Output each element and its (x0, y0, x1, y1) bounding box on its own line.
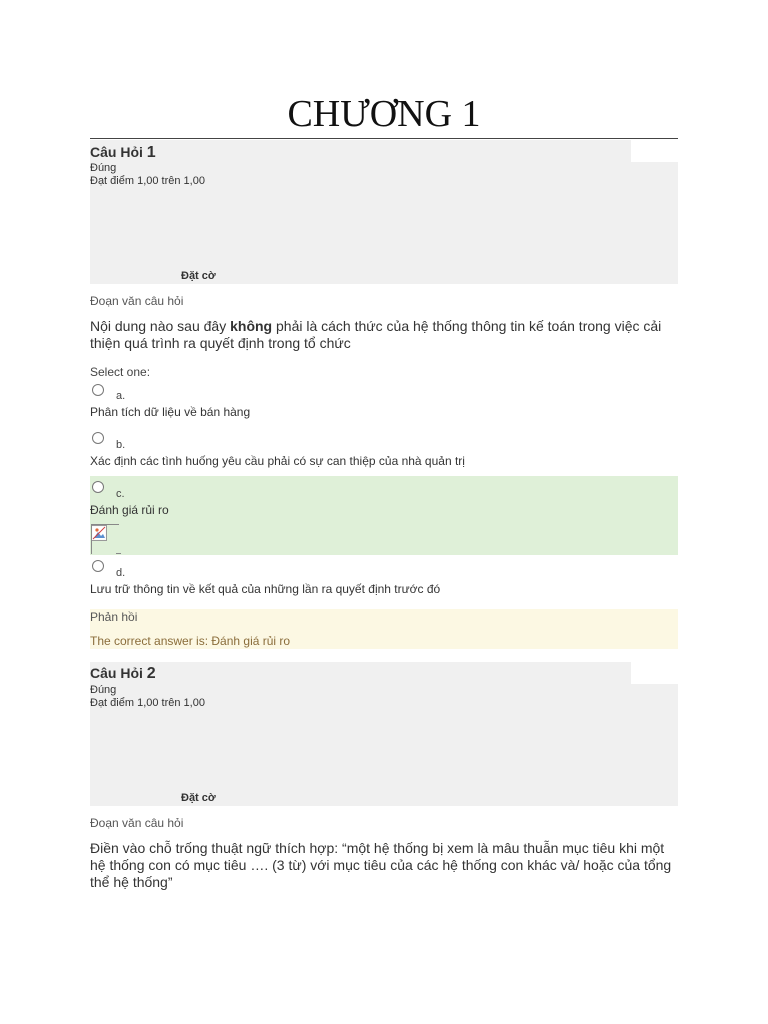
correct-answer-text: The correct answer is: Đánh giá rủi ro (90, 634, 291, 648)
feedback-label: Phản hồi (90, 610, 138, 624)
question-2-heading-bg (90, 662, 631, 684)
option-c-letter: c. (116, 488, 125, 500)
option-b-letter: b. (116, 439, 126, 451)
question-1-text-label: Đoạn văn câu hỏi (90, 294, 184, 308)
question-heading-prefix: Câu Hỏi (90, 144, 143, 160)
option-a-text[interactable]: Phân tích dữ liệu về bán hàng (90, 405, 251, 419)
option-d-text[interactable]: Lưu trữ thông tin về kết quả của những lần ra quyết định trước đó (90, 582, 441, 596)
question-1-text (90, 318, 670, 352)
image-frame-top (91, 524, 119, 525)
correct-mark-icon (91, 525, 107, 541)
question-2-text-label: Đoạn văn câu hỏi (90, 816, 184, 830)
select-one-label: Select one: (90, 365, 151, 379)
question-2-status: Đúng (90, 684, 117, 696)
question-heading-prefix: Câu Hỏi (90, 665, 143, 681)
question-2-flag-button[interactable]: Đặt cờ (181, 792, 216, 804)
image-frame-left (91, 524, 92, 554)
option-b-text[interactable]: Xác định các tình huống yêu cầu phải có sự can thiệp của nhà quản trị (90, 454, 465, 468)
option-b-radio[interactable] (92, 432, 104, 444)
question-number: 1 (146, 144, 156, 161)
question-text-part: phải là cách thức của hệ thống thông tin kế toán trong việc cải thiện quá trình ra quyết định trong tổ chức (90, 318, 662, 351)
question-1-heading (90, 144, 156, 162)
question-2-heading (90, 665, 156, 683)
option-c-radio[interactable] (92, 481, 104, 493)
option-d-letter: d. (116, 567, 126, 579)
question-1-flag-button[interactable]: Đặt cờ (181, 270, 216, 282)
option-d-radio[interactable] (92, 560, 104, 572)
option-a-radio[interactable] (92, 384, 104, 396)
option-c-correct-highlight (90, 476, 678, 555)
option-c-text[interactable]: Đánh giá rủi ro (90, 503, 169, 517)
question-2-score: Đạt điểm 1,00 trên 1,00 (90, 697, 205, 709)
image-frame-mark (116, 553, 121, 554)
title-divider (90, 138, 678, 139)
question-1-status: Đúng (90, 162, 117, 174)
question-1-score: Đạt điểm 1,00 trên 1,00 (90, 175, 205, 187)
question-1-heading-bg (90, 140, 631, 162)
chapter-title: CHƯƠNG 1 (287, 93, 481, 135)
question-text-emphasis: không (230, 318, 273, 334)
question-2-text: Điền vào chỗ trống thuật ngữ thích hợp: “một hệ thống bị xem là mâu thuẫn mục tiêu khi một hệ thống con có mục tiêu …. (3 từ) với mục tiêu của các hệ thống con khác và/ hoặc của tổng thể hệ thống” (90, 840, 672, 890)
question-number: 2 (146, 665, 156, 682)
question-text-part: Nội dung nào sau đây (90, 318, 231, 334)
option-a-letter: a. (116, 390, 126, 402)
